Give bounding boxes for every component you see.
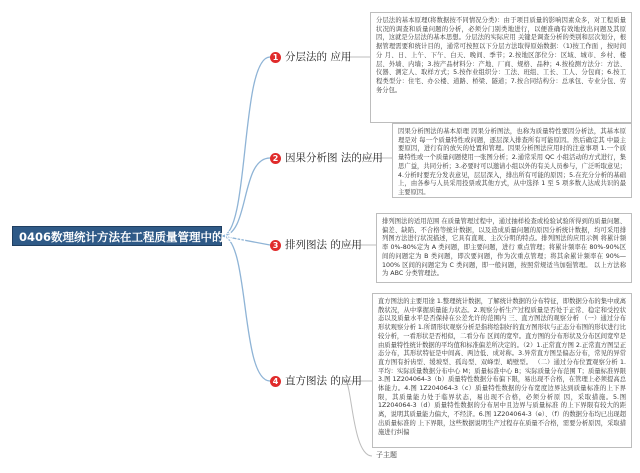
branch-pareto-method[interactable] [270, 236, 362, 254]
branch-label: 分层法的 应用 [285, 51, 352, 63]
priority-badge: 4 [270, 376, 281, 387]
branch-label: 直方图法 的应用 [285, 375, 362, 387]
priority-badge: 3 [270, 240, 281, 251]
connector-branch-2 [222, 158, 270, 236]
connector-subtopic [345, 381, 372, 456]
branch-layering-method[interactable] [270, 48, 351, 66]
connector-branch-4 [222, 236, 270, 381]
branch-histogram-method[interactable] [270, 372, 362, 390]
branch-cause-effect-method[interactable] [270, 149, 383, 167]
priority-badge: 1 [270, 52, 281, 63]
priority-badge: 2 [270, 153, 281, 164]
connector-branch-1 [222, 57, 270, 236]
branch-label: 因果分析图 法的应用 [285, 152, 383, 164]
note-pareto-method: 排列图法的适用范围 在质量管理过程中，通过抽样检查或检验试验所得到的质量问题、偏差、缺陷、不合格等统计数据，以及造成质量问题的原因分析统计数据，均可采用排列图方法进行状况描述，它具有直观、主次分明的特点。排列图法的应用示例 将累计频率 0%-80%定为 A 类问题，即主要问题，进行 重点管理；将累计频率在 80%-90%区间的问题定为 B 类问题，即次要问题，作为次重点管理；将其余累计频率在 90%—100% 区间的问题定为 C 类问题，即一般问题，按照常规适当加强管理。 以上方法称为 ABC 分类管理法。 [376, 213, 632, 283]
note-cause-effect-method: 因果分析图法的基本原理 因果分析图法，也称为质量特性要因分析法，其基本原理是对 每一个质量特性或问题，逐层深入排查所有可能原因。然后确定其 中最主要原因，进行有的放矢的处置和管理。因果分析图法应用时的注意事项 1.一个质量特性或一个质量问题使用一张图分析；2.通常采用 QC 小组活动的方式进行，集思广益，共同分析；3.必要时可以邀请小组以外的有关人员参与，广泛听取意见；4.分析时要充分发表意见，层层深入，排出所有可能的原因；5.在充分分析的基础上，由各参与人员采用投票或其他方式，从中选择 1 至 5 项多数人达成共识的最主要原因。 [392, 123, 632, 198]
note-histogram-method: 直方图法的主要用途 1.整理统计数据，了解统计数据的分布特征，即数据分布的集中或离散状况，从中掌握质量能力状态。2.观察分析生产过程质量是否处于正常、稳定和受控状态以及质量水平是否保持在公差允许的范围内 三、直方图法的观察分析 （一）通过分布形状观察分析 1.所谓形状观察分析是指将绘制好的直方图形状与正态分布图的形状进行比较分析，一看形状是否相似，二看分布 区间的宽窄。直方图的分布形状及分布区间宽窄是由质量特性统计数据的平均值和标准偏差所决定的。（2）1.正常直方图 2.正常直方图呈正态分布，其形状特征是中间高、两边低、成对称。3.异常直方图呈偏态分布，常见的异常直方图有折齿型、缓坡型、孤岛型、双峰型、峭壁型。 （二）通过分布位置观察分析 1.平均：实际质量数据分布中心 M；质量标准中心 B；实际质量分布范围 T；质量标准界限 3.图 1Z204064-3（b）质量特性数据分布偏下限，易出现不合格，在管理上必须提高总体能力。4.图 1Z204064-3（c）质量特性数据的分布宽度边界达到质量标准的上下界限，其质量能力处于临界状态，易出现不合格，必须分析原 因，采取措施。5.图 1Z204064-3（d）质量特性数据的分布居中且边界与质量标准 的上下界限有较大的距离，说明其质量能力偏大，不经济。6.图 1Z204064-3（e）、（f）的数据分布均已出现超出质量标准的 上下界限，这些数据说明生产过程存在质量不合格，需要分析原因，采取措施进行纠偏 [372, 293, 632, 448]
branch-label: 排列图法 的应用 [285, 239, 362, 251]
note-layering-method: 分层法的基本原理(将数据按不同情况分类)：由于项目质量的影响因素众多，对工程质量状况的调查和质量问题的分析，必须分门别类地进行，以便准确有效地找出问题及其原因，这就是分层法的基本思想。分层法的实际应用 关键是调查分析的类别和层次划分，根据管理需要和统计目的，通常可按照以下分层方法取得原始数据：（1)按工作面 ，按时间分 月、日、上午、下午、白天、晚间、季节；2.按地区部位分：区域、城市、乡村、楼层、外墙、内墙；3.按产品材料分：产地、厂商、规格、品种；4.按检测方法分：方法、仪器、测定人、取样方式；5.按作业组织分：工法、班组、工长、工人、分包商；6.按工程类型分：住宅、办公楼、道路、桥梁、隧道；7.按合同结构分：总承包、专业分包、劳务分包。 [370, 12, 632, 123]
central-topic[interactable]: 0406数理统计方法在工程质量管理中的应用 [12, 226, 222, 246]
subtopic-node[interactable]: 子主题 [376, 451, 397, 459]
